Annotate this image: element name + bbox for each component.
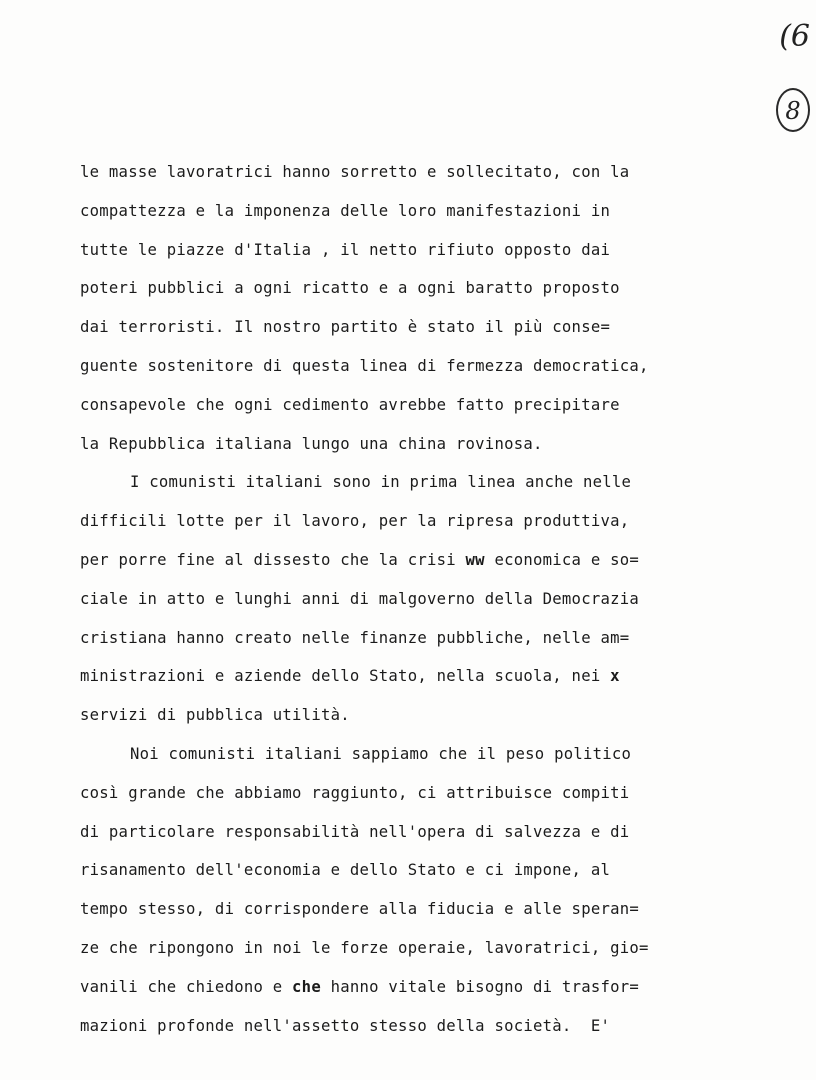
text-segment: hanno vitale bisogno di trasfor= xyxy=(320,977,640,996)
struck-out-text: x xyxy=(610,667,620,686)
text-line: dai terroristi. Il nostro partito è stato il più conse= xyxy=(80,318,611,337)
text-line: mazioni profonde nell'assetto stesso della società. E' xyxy=(80,1016,611,1035)
text-line: compattezza e la imponenza delle loro manifestazioni in xyxy=(80,201,611,220)
text-line: risanamento dell'economia e dello Stato e ci impone, al xyxy=(80,861,611,880)
text-line: poteri pubblici a ogni ricatto e a ogni baratto proposto xyxy=(80,279,620,298)
text-line: le masse lavoratrici hanno sorretto e sollecitato, con la xyxy=(80,163,630,181)
text-line-with-strikeout xyxy=(80,548,680,587)
text-line: guente sostenitore di questa linea di fermezza democratica, xyxy=(80,356,649,375)
text-line: così grande che abbiamo raggiunto, ci attribuisce compiti xyxy=(80,783,630,802)
text-segment: ministrazioni e aziende dello Stato, nella scuola, nei xyxy=(80,667,611,686)
text-line: tutte le piazze d'Italia , il netto rifiuto opposto dai xyxy=(80,240,611,259)
text-line: di particolare responsabilità nell'opera di salvezza e di xyxy=(80,822,630,841)
text-line-with-strikeout xyxy=(80,975,680,1014)
text-line-with-strikeout xyxy=(80,664,680,703)
text-line: consapevole che ogni cedimento avrebbe fatto precipitare xyxy=(80,395,620,414)
circled-page-number: 8 xyxy=(776,88,810,132)
struck-out-text: che xyxy=(292,977,321,996)
text-line: ciale in atto e lunghi anni di malgoverno della Democrazia xyxy=(80,589,640,608)
paragraph-start-line: Noi comunisti italiani sappiamo che il peso politico xyxy=(130,744,632,763)
text-segment: per porre fine al dissesto che la crisi xyxy=(80,550,466,569)
text-line: servizi di pubblica utilità. xyxy=(80,706,350,725)
text-segment: economica e so= xyxy=(484,550,640,569)
paragraph-start-line: I comunisti italiani sono in prima linea anche nelle xyxy=(130,473,632,492)
text-line: la Repubblica italiana lungo una china rovinosa. xyxy=(80,434,543,453)
text-line: ze che ripongono in noi le forze operaie, lavoratrici, gio= xyxy=(80,938,649,957)
text-line: tempo stesso, di corrispondere alla fiducia e alle speran= xyxy=(80,900,640,919)
text-line: cristiana hanno creato nelle finanze pubbliche, nelle am= xyxy=(80,628,630,647)
text-line: difficili lotte per il lavoro, per la ripresa produttiva, xyxy=(80,512,630,531)
struck-out-text: ww xyxy=(465,550,485,569)
text-segment: vanili che chiedono e xyxy=(80,977,293,996)
handwritten-page-number: (6 xyxy=(779,19,810,54)
body-text xyxy=(80,160,680,1052)
